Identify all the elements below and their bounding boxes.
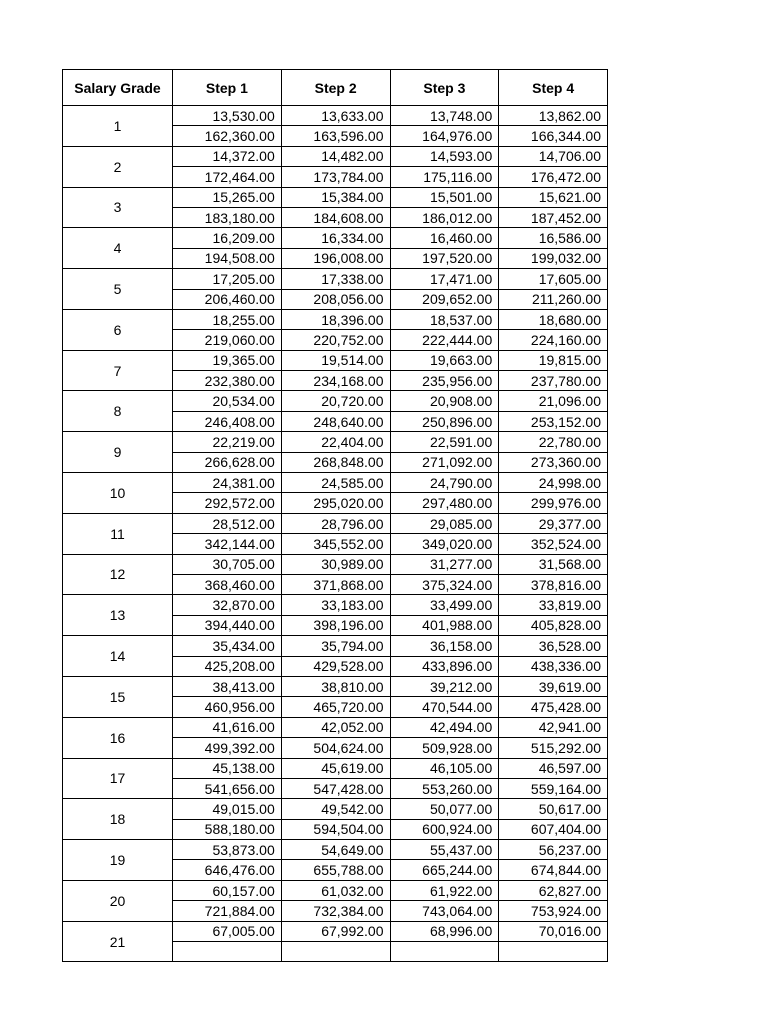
- salary-grade-cell: 8: [63, 391, 173, 432]
- monthly-salary-step-3-cell: 20,908.00: [390, 391, 499, 411]
- annual-salary-step-3-cell: 209,652.00: [390, 289, 499, 309]
- monthly-salary-step-1-cell: 38,413.00: [173, 676, 282, 696]
- annual-salary-step-4-cell: 187,452.00: [499, 207, 608, 227]
- table-row-grade-13-monthly: [63, 595, 608, 615]
- salary-grade-cell: 13: [63, 595, 173, 636]
- monthly-salary-step-4-cell: 29,377.00: [499, 513, 608, 533]
- monthly-salary-step-1-cell: 18,255.00: [173, 309, 282, 329]
- monthly-salary-step-2-cell: 14,482.00: [281, 146, 390, 166]
- monthly-salary-step-2-cell: 61,032.00: [281, 880, 390, 900]
- monthly-salary-step-2-cell: 15,384.00: [281, 187, 390, 207]
- table-row-grade-7-monthly: [63, 350, 608, 370]
- annual-salary-step-2-cell: 547,428.00: [281, 778, 390, 798]
- annual-salary-step-1-cell: 266,628.00: [173, 452, 282, 472]
- annual-salary-step-1-cell: 646,476.00: [173, 860, 282, 880]
- monthly-salary-step-2-cell: 16,334.00: [281, 228, 390, 248]
- annual-salary-step-1-cell: 246,408.00: [173, 411, 282, 431]
- monthly-salary-step-1-cell: 67,005.00: [173, 921, 282, 941]
- annual-salary-step-4-cell: 607,404.00: [499, 819, 608, 839]
- monthly-salary-step-2-cell: 17,338.00: [281, 269, 390, 289]
- table-row-grade-19-monthly: [63, 840, 608, 860]
- table-row-grade-11-monthly: [63, 513, 608, 533]
- monthly-salary-step-2-cell: 49,542.00: [281, 799, 390, 819]
- monthly-salary-step-1-cell: 13,530.00: [173, 106, 282, 126]
- table-row-grade-4-monthly: [63, 228, 608, 248]
- monthly-salary-step-2-cell: 28,796.00: [281, 513, 390, 533]
- monthly-salary-step-1-cell: 30,705.00: [173, 554, 282, 574]
- annual-salary-step-4-cell: 237,780.00: [499, 371, 608, 391]
- annual-salary-step-1-cell: 342,144.00: [173, 534, 282, 554]
- monthly-salary-step-4-cell: 70,016.00: [499, 921, 608, 941]
- annual-salary-step-1-cell: 183,180.00: [173, 207, 282, 227]
- header-step-1: Step 1: [173, 70, 282, 106]
- table-row-grade-6-monthly: [63, 309, 608, 329]
- monthly-salary-step-2-cell: 42,052.00: [281, 717, 390, 737]
- salary-grade-cell: 9: [63, 432, 173, 473]
- monthly-salary-step-4-cell: 36,528.00: [499, 636, 608, 656]
- annual-salary-step-4-cell: 405,828.00: [499, 615, 608, 635]
- monthly-salary-step-2-cell: 45,619.00: [281, 758, 390, 778]
- table-row-grade-15-monthly: [63, 676, 608, 696]
- annual-salary-step-3-cell: 175,116.00: [390, 167, 499, 187]
- annual-salary-step-4-cell: [499, 942, 608, 962]
- monthly-salary-step-3-cell: 15,501.00: [390, 187, 499, 207]
- table-row-grade-5-monthly: [63, 269, 608, 289]
- annual-salary-step-2-cell: 465,720.00: [281, 697, 390, 717]
- monthly-salary-step-2-cell: 54,649.00: [281, 840, 390, 860]
- table-row-grade-9-monthly: [63, 432, 608, 452]
- table-row-grade-14-monthly: [63, 636, 608, 656]
- annual-salary-step-3-cell: 743,064.00: [390, 901, 499, 921]
- annual-salary-step-2-cell: 345,552.00: [281, 534, 390, 554]
- monthly-salary-step-3-cell: 16,460.00: [390, 228, 499, 248]
- annual-salary-step-3-cell: 470,544.00: [390, 697, 499, 717]
- annual-salary-step-2-cell: 184,608.00: [281, 207, 390, 227]
- monthly-salary-step-4-cell: 24,998.00: [499, 473, 608, 493]
- monthly-salary-step-3-cell: 46,105.00: [390, 758, 499, 778]
- annual-salary-step-2-cell: 594,504.00: [281, 819, 390, 839]
- salary-grade-cell: 4: [63, 228, 173, 269]
- annual-salary-step-3-cell: 600,924.00: [390, 819, 499, 839]
- monthly-salary-step-3-cell: 50,077.00: [390, 799, 499, 819]
- monthly-salary-step-3-cell: 68,996.00: [390, 921, 499, 941]
- salary-grade-cell: 17: [63, 758, 173, 799]
- monthly-salary-step-3-cell: 61,922.00: [390, 880, 499, 900]
- salary-grade-cell: 11: [63, 513, 173, 554]
- annual-salary-step-3-cell: 349,020.00: [390, 534, 499, 554]
- monthly-salary-step-3-cell: 55,437.00: [390, 840, 499, 860]
- annual-salary-step-1-cell: 172,464.00: [173, 167, 282, 187]
- annual-salary-step-2-cell: 398,196.00: [281, 615, 390, 635]
- monthly-salary-step-1-cell: 20,534.00: [173, 391, 282, 411]
- annual-salary-step-1-cell: 206,460.00: [173, 289, 282, 309]
- annual-salary-step-3-cell: 509,928.00: [390, 738, 499, 758]
- annual-salary-step-1-cell: [173, 942, 282, 962]
- monthly-salary-step-4-cell: 22,780.00: [499, 432, 608, 452]
- annual-salary-step-1-cell: 460,956.00: [173, 697, 282, 717]
- monthly-salary-step-4-cell: 33,819.00: [499, 595, 608, 615]
- annual-salary-step-3-cell: 222,444.00: [390, 330, 499, 350]
- annual-salary-step-4-cell: 199,032.00: [499, 248, 608, 268]
- monthly-salary-step-4-cell: 17,605.00: [499, 269, 608, 289]
- annual-salary-step-1-cell: 232,380.00: [173, 371, 282, 391]
- monthly-salary-step-1-cell: 60,157.00: [173, 880, 282, 900]
- annual-salary-step-2-cell: 196,008.00: [281, 248, 390, 268]
- monthly-salary-step-1-cell: 24,381.00: [173, 473, 282, 493]
- annual-salary-step-1-cell: 499,392.00: [173, 738, 282, 758]
- annual-salary-step-4-cell: 438,336.00: [499, 656, 608, 676]
- monthly-salary-step-2-cell: 13,633.00: [281, 106, 390, 126]
- annual-salary-step-4-cell: 674,844.00: [499, 860, 608, 880]
- annual-salary-step-2-cell: 248,640.00: [281, 411, 390, 431]
- annual-salary-step-3-cell: 197,520.00: [390, 248, 499, 268]
- annual-salary-step-2-cell: 220,752.00: [281, 330, 390, 350]
- monthly-salary-step-4-cell: 21,096.00: [499, 391, 608, 411]
- salary-grade-cell: 5: [63, 269, 173, 310]
- monthly-salary-step-3-cell: 29,085.00: [390, 513, 499, 533]
- annual-salary-step-2-cell: [281, 942, 390, 962]
- header-step-4: Step 4: [499, 70, 608, 106]
- monthly-salary-step-4-cell: 62,827.00: [499, 880, 608, 900]
- salary-grade-cell: 6: [63, 309, 173, 350]
- annual-salary-step-4-cell: 176,472.00: [499, 167, 608, 187]
- monthly-salary-step-4-cell: 39,619.00: [499, 676, 608, 696]
- table-row-grade-21-monthly: [63, 921, 608, 941]
- salary-grade-cell: 15: [63, 676, 173, 717]
- salary-grade-cell: 16: [63, 717, 173, 758]
- monthly-salary-step-1-cell: 19,365.00: [173, 350, 282, 370]
- annual-salary-step-1-cell: 394,440.00: [173, 615, 282, 635]
- monthly-salary-step-2-cell: 33,183.00: [281, 595, 390, 615]
- monthly-salary-step-3-cell: 14,593.00: [390, 146, 499, 166]
- table-body: [63, 106, 608, 962]
- monthly-salary-step-4-cell: 15,621.00: [499, 187, 608, 207]
- monthly-salary-step-2-cell: 35,794.00: [281, 636, 390, 656]
- annual-salary-step-2-cell: 504,624.00: [281, 738, 390, 758]
- table-row-grade-18-monthly: [63, 799, 608, 819]
- salary-grade-cell: 18: [63, 799, 173, 840]
- monthly-salary-step-3-cell: 13,748.00: [390, 106, 499, 126]
- annual-salary-step-3-cell: 250,896.00: [390, 411, 499, 431]
- monthly-salary-step-3-cell: 17,471.00: [390, 269, 499, 289]
- monthly-salary-step-3-cell: 39,212.00: [390, 676, 499, 696]
- monthly-salary-step-1-cell: 15,265.00: [173, 187, 282, 207]
- annual-salary-step-2-cell: 295,020.00: [281, 493, 390, 513]
- monthly-salary-step-2-cell: 18,396.00: [281, 309, 390, 329]
- monthly-salary-step-1-cell: 41,616.00: [173, 717, 282, 737]
- monthly-salary-step-4-cell: 50,617.00: [499, 799, 608, 819]
- monthly-salary-step-4-cell: 31,568.00: [499, 554, 608, 574]
- annual-salary-step-4-cell: 273,360.00: [499, 452, 608, 472]
- annual-salary-step-3-cell: [390, 942, 499, 962]
- monthly-salary-step-4-cell: 13,862.00: [499, 106, 608, 126]
- monthly-salary-step-4-cell: 14,706.00: [499, 146, 608, 166]
- salary-grade-cell: 7: [63, 350, 173, 391]
- annual-salary-step-2-cell: 208,056.00: [281, 289, 390, 309]
- salary-grade-cell: 1: [63, 106, 173, 147]
- monthly-salary-step-1-cell: 14,372.00: [173, 146, 282, 166]
- annual-salary-step-1-cell: 194,508.00: [173, 248, 282, 268]
- header-step-2: Step 2: [281, 70, 390, 106]
- salary-grade-cell: 3: [63, 187, 173, 228]
- annual-salary-step-4-cell: 253,152.00: [499, 411, 608, 431]
- annual-salary-step-4-cell: 224,160.00: [499, 330, 608, 350]
- salary-grade-cell: 10: [63, 473, 173, 514]
- annual-salary-step-2-cell: 371,868.00: [281, 574, 390, 594]
- salary-grade-cell: 12: [63, 554, 173, 595]
- table-row-grade-17-monthly: [63, 758, 608, 778]
- salary-grade-cell: 21: [63, 921, 173, 962]
- monthly-salary-step-3-cell: 31,277.00: [390, 554, 499, 574]
- annual-salary-step-1-cell: 425,208.00: [173, 656, 282, 676]
- monthly-salary-step-1-cell: 35,434.00: [173, 636, 282, 656]
- table-row-grade-20-monthly: [63, 880, 608, 900]
- annual-salary-step-3-cell: 271,092.00: [390, 452, 499, 472]
- table-row-grade-16-monthly: [63, 717, 608, 737]
- annual-salary-step-2-cell: 163,596.00: [281, 126, 390, 146]
- annual-salary-step-1-cell: 721,884.00: [173, 901, 282, 921]
- monthly-salary-step-1-cell: 45,138.00: [173, 758, 282, 778]
- monthly-salary-step-1-cell: 53,873.00: [173, 840, 282, 860]
- monthly-salary-step-3-cell: 42,494.00: [390, 717, 499, 737]
- monthly-salary-step-4-cell: 42,941.00: [499, 717, 608, 737]
- monthly-salary-step-4-cell: 56,237.00: [499, 840, 608, 860]
- header-step-3: Step 3: [390, 70, 499, 106]
- annual-salary-step-3-cell: 235,956.00: [390, 371, 499, 391]
- monthly-salary-step-2-cell: 67,992.00: [281, 921, 390, 941]
- table-row-grade-1-monthly: [63, 106, 608, 126]
- monthly-salary-step-1-cell: 32,870.00: [173, 595, 282, 615]
- annual-salary-step-4-cell: 559,164.00: [499, 778, 608, 798]
- annual-salary-step-1-cell: 292,572.00: [173, 493, 282, 513]
- table-row-grade-3-monthly: [63, 187, 608, 207]
- annual-salary-step-1-cell: 219,060.00: [173, 330, 282, 350]
- annual-salary-step-1-cell: 588,180.00: [173, 819, 282, 839]
- salary-grade-table: [62, 69, 608, 962]
- annual-salary-step-3-cell: 164,976.00: [390, 126, 499, 146]
- annual-salary-step-3-cell: 375,324.00: [390, 574, 499, 594]
- monthly-salary-step-3-cell: 33,499.00: [390, 595, 499, 615]
- monthly-salary-step-2-cell: 24,585.00: [281, 473, 390, 493]
- annual-salary-step-2-cell: 173,784.00: [281, 167, 390, 187]
- annual-salary-step-4-cell: 515,292.00: [499, 738, 608, 758]
- monthly-salary-step-2-cell: 20,720.00: [281, 391, 390, 411]
- annual-salary-step-4-cell: 166,344.00: [499, 126, 608, 146]
- annual-salary-step-4-cell: 299,976.00: [499, 493, 608, 513]
- annual-salary-step-2-cell: 429,528.00: [281, 656, 390, 676]
- monthly-salary-step-2-cell: 19,514.00: [281, 350, 390, 370]
- monthly-salary-step-2-cell: 30,989.00: [281, 554, 390, 574]
- salary-grade-cell: 2: [63, 146, 173, 187]
- annual-salary-step-1-cell: 541,656.00: [173, 778, 282, 798]
- table-header: [63, 70, 608, 106]
- annual-salary-step-2-cell: 655,788.00: [281, 860, 390, 880]
- annual-salary-step-3-cell: 186,012.00: [390, 207, 499, 227]
- annual-salary-step-4-cell: 753,924.00: [499, 901, 608, 921]
- annual-salary-step-4-cell: 378,816.00: [499, 574, 608, 594]
- header-salary-grade: Salary Grade: [63, 70, 173, 106]
- monthly-salary-step-3-cell: 24,790.00: [390, 473, 499, 493]
- annual-salary-step-3-cell: 553,260.00: [390, 778, 499, 798]
- table-row-grade-12-monthly: [63, 554, 608, 574]
- salary-grade-cell: 19: [63, 840, 173, 881]
- monthly-salary-step-2-cell: 38,810.00: [281, 676, 390, 696]
- monthly-salary-step-1-cell: 22,219.00: [173, 432, 282, 452]
- monthly-salary-step-1-cell: 49,015.00: [173, 799, 282, 819]
- monthly-salary-step-1-cell: 16,209.00: [173, 228, 282, 248]
- annual-salary-step-4-cell: 475,428.00: [499, 697, 608, 717]
- annual-salary-step-3-cell: 297,480.00: [390, 493, 499, 513]
- annual-salary-step-2-cell: 234,168.00: [281, 371, 390, 391]
- monthly-salary-step-3-cell: 19,663.00: [390, 350, 499, 370]
- monthly-salary-step-4-cell: 19,815.00: [499, 350, 608, 370]
- table-row-grade-8-monthly: [63, 391, 608, 411]
- annual-salary-step-2-cell: 268,848.00: [281, 452, 390, 472]
- salary-grade-cell: 20: [63, 880, 173, 921]
- monthly-salary-step-1-cell: 28,512.00: [173, 513, 282, 533]
- table-row-grade-10-monthly: [63, 473, 608, 493]
- monthly-salary-step-3-cell: 22,591.00: [390, 432, 499, 452]
- annual-salary-step-4-cell: 352,524.00: [499, 534, 608, 554]
- monthly-salary-step-4-cell: 16,586.00: [499, 228, 608, 248]
- monthly-salary-step-4-cell: 18,680.00: [499, 309, 608, 329]
- salary-schedule-sheet: [62, 69, 607, 950]
- annual-salary-step-2-cell: 732,384.00: [281, 901, 390, 921]
- annual-salary-step-3-cell: 665,244.00: [390, 860, 499, 880]
- annual-salary-step-3-cell: 401,988.00: [390, 615, 499, 635]
- table-row-grade-2-monthly: [63, 146, 608, 166]
- monthly-salary-step-1-cell: 17,205.00: [173, 269, 282, 289]
- annual-salary-step-3-cell: 433,896.00: [390, 656, 499, 676]
- annual-salary-step-1-cell: 162,360.00: [173, 126, 282, 146]
- header-row: [63, 70, 608, 106]
- annual-salary-step-4-cell: 211,260.00: [499, 289, 608, 309]
- annual-salary-step-1-cell: 368,460.00: [173, 574, 282, 594]
- monthly-salary-step-4-cell: 46,597.00: [499, 758, 608, 778]
- monthly-salary-step-3-cell: 18,537.00: [390, 309, 499, 329]
- monthly-salary-step-3-cell: 36,158.00: [390, 636, 499, 656]
- monthly-salary-step-2-cell: 22,404.00: [281, 432, 390, 452]
- salary-grade-cell: 14: [63, 636, 173, 677]
